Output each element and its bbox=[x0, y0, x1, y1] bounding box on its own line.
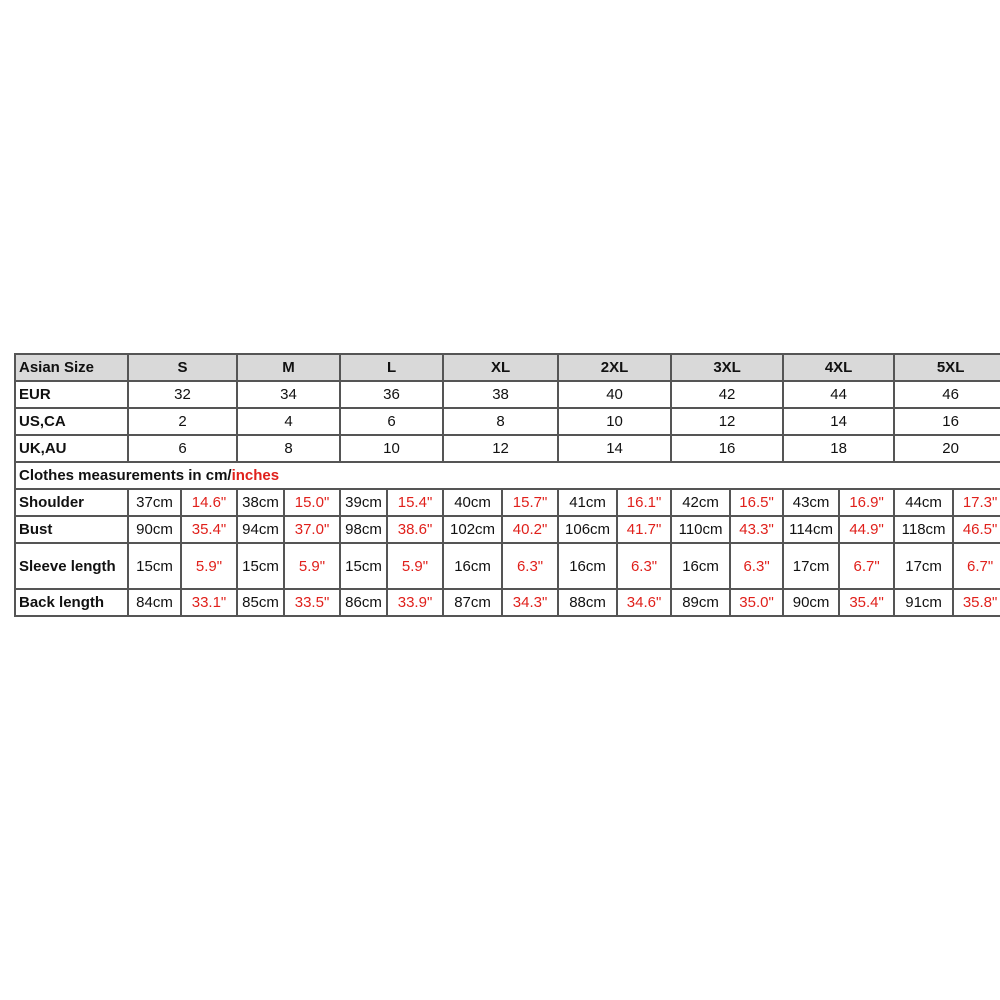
cm-value: 90cm bbox=[128, 516, 181, 543]
inch-value: 40.2" bbox=[502, 516, 558, 543]
inch-value: 15.7" bbox=[502, 489, 558, 516]
cm-value: 17cm bbox=[783, 543, 839, 589]
measurements-heading bbox=[15, 462, 1000, 489]
cm-value: 89cm bbox=[671, 589, 730, 616]
inch-value: 14.6" bbox=[181, 489, 237, 516]
cm-value: 37cm bbox=[128, 489, 181, 516]
cm-value: 39cm bbox=[340, 489, 387, 516]
measurement-row-sleeve-length bbox=[15, 543, 1000, 589]
inch-value: 34.3" bbox=[502, 589, 558, 616]
inch-value: 16.1" bbox=[617, 489, 671, 516]
inch-value: 15.0" bbox=[284, 489, 340, 516]
conversion-row-us-ca bbox=[15, 408, 1000, 435]
cm-value: 43cm bbox=[783, 489, 839, 516]
size-header-cell: 2XL bbox=[558, 354, 671, 381]
inch-value: 17.3" bbox=[953, 489, 1000, 516]
cm-value: 15cm bbox=[340, 543, 387, 589]
conversion-value: 2 bbox=[128, 408, 237, 435]
cm-value: 94cm bbox=[237, 516, 284, 543]
cm-value: 42cm bbox=[671, 489, 730, 516]
cm-value: 90cm bbox=[783, 589, 839, 616]
cm-value: 41cm bbox=[558, 489, 617, 516]
conversion-value: 10 bbox=[558, 408, 671, 435]
conversion-value: 12 bbox=[671, 408, 783, 435]
size-header-cell: 3XL bbox=[671, 354, 783, 381]
conversion-value: 10 bbox=[340, 435, 443, 462]
inch-value: 6.3" bbox=[730, 543, 783, 589]
cm-value: 44cm bbox=[894, 489, 953, 516]
cm-value: 110cm bbox=[671, 516, 730, 543]
measurement-row-back-length bbox=[15, 589, 1000, 616]
inch-value: 16.9" bbox=[839, 489, 894, 516]
cm-value: 87cm bbox=[443, 589, 502, 616]
cm-value: 16cm bbox=[443, 543, 502, 589]
inch-value: 16.5" bbox=[730, 489, 783, 516]
inch-value: 35.8" bbox=[953, 589, 1000, 616]
conversion-value: 34 bbox=[237, 381, 340, 408]
inch-value: 44.9" bbox=[839, 516, 894, 543]
inch-value: 6.3" bbox=[502, 543, 558, 589]
size-header-cell: L bbox=[340, 354, 443, 381]
inch-value: 38.6" bbox=[387, 516, 443, 543]
cm-value: 88cm bbox=[558, 589, 617, 616]
cm-value: 91cm bbox=[894, 589, 953, 616]
measurement-row-bust bbox=[15, 516, 1000, 543]
conversion-value: 40 bbox=[558, 381, 671, 408]
inch-value: 46.5" bbox=[953, 516, 1000, 543]
measurements-heading-text: Clothes measurements in cm/ bbox=[19, 467, 232, 484]
cm-value: 15cm bbox=[237, 543, 284, 589]
cm-value: 85cm bbox=[237, 589, 284, 616]
cm-value: 106cm bbox=[558, 516, 617, 543]
conversion-row-uk-au bbox=[15, 435, 1000, 462]
inch-value: 33.9" bbox=[387, 589, 443, 616]
size-chart-table bbox=[14, 353, 1000, 617]
conversion-label: UK,AU bbox=[15, 435, 128, 462]
conversion-value: 44 bbox=[783, 381, 894, 408]
conversion-value: 36 bbox=[340, 381, 443, 408]
conversion-value: 42 bbox=[671, 381, 783, 408]
measurements-heading-inches: inches bbox=[231, 467, 280, 484]
cm-value: 15cm bbox=[128, 543, 181, 589]
cm-value: 16cm bbox=[671, 543, 730, 589]
inch-value: 6.7" bbox=[953, 543, 1000, 589]
cm-value: 40cm bbox=[443, 489, 502, 516]
inch-value: 6.3" bbox=[617, 543, 671, 589]
cm-value: 98cm bbox=[340, 516, 387, 543]
measurement-row-shoulder bbox=[15, 489, 1000, 516]
inch-value: 43.3" bbox=[730, 516, 783, 543]
inch-value: 5.9" bbox=[284, 543, 340, 589]
cm-value: 118cm bbox=[894, 516, 953, 543]
cm-value: 102cm bbox=[443, 516, 502, 543]
cm-value: 38cm bbox=[237, 489, 284, 516]
inch-value: 35.0" bbox=[730, 589, 783, 616]
conversion-value: 14 bbox=[783, 408, 894, 435]
size-header-row bbox=[15, 354, 1000, 381]
inch-value: 41.7" bbox=[617, 516, 671, 543]
conversion-value: 6 bbox=[128, 435, 237, 462]
inch-value: 6.7" bbox=[839, 543, 894, 589]
inch-value: 37.0" bbox=[284, 516, 340, 543]
size-header-cell: XL bbox=[443, 354, 558, 381]
conversion-value: 46 bbox=[894, 381, 1000, 408]
inch-value: 33.5" bbox=[284, 589, 340, 616]
measurement-label: Back length bbox=[15, 589, 128, 616]
conversion-value: 8 bbox=[237, 435, 340, 462]
size-header-cell: M bbox=[237, 354, 340, 381]
cm-value: 114cm bbox=[783, 516, 839, 543]
size-header-cell: 4XL bbox=[783, 354, 894, 381]
measurement-label: Sleeve length bbox=[15, 543, 128, 589]
cm-value: 84cm bbox=[128, 589, 181, 616]
conversion-value: 16 bbox=[671, 435, 783, 462]
cm-value: 86cm bbox=[340, 589, 387, 616]
inch-value: 34.6" bbox=[617, 589, 671, 616]
conversion-value: 4 bbox=[237, 408, 340, 435]
conversion-label: EUR bbox=[15, 381, 128, 408]
conversion-row-eur bbox=[15, 381, 1000, 408]
conversion-value: 8 bbox=[443, 408, 558, 435]
conversion-value: 6 bbox=[340, 408, 443, 435]
inch-value: 33.1" bbox=[181, 589, 237, 616]
cm-value: 17cm bbox=[894, 543, 953, 589]
inch-value: 15.4" bbox=[387, 489, 443, 516]
measurement-label: Bust bbox=[15, 516, 128, 543]
conversion-value: 14 bbox=[558, 435, 671, 462]
conversion-label: US,CA bbox=[15, 408, 128, 435]
inch-value: 35.4" bbox=[839, 589, 894, 616]
conversion-value: 16 bbox=[894, 408, 1000, 435]
size-header-cell: S bbox=[128, 354, 237, 381]
size-header-cell: 5XL bbox=[894, 354, 1000, 381]
inch-value: 5.9" bbox=[387, 543, 443, 589]
conversion-value: 12 bbox=[443, 435, 558, 462]
measurements-heading-row bbox=[15, 462, 1000, 489]
measurement-label: Shoulder bbox=[15, 489, 128, 516]
conversion-value: 18 bbox=[783, 435, 894, 462]
cm-value: 16cm bbox=[558, 543, 617, 589]
size-header-label: Asian Size bbox=[15, 354, 128, 381]
conversion-value: 38 bbox=[443, 381, 558, 408]
inch-value: 5.9" bbox=[181, 543, 237, 589]
inch-value: 35.4" bbox=[181, 516, 237, 543]
conversion-value: 20 bbox=[894, 435, 1000, 462]
conversion-value: 32 bbox=[128, 381, 237, 408]
